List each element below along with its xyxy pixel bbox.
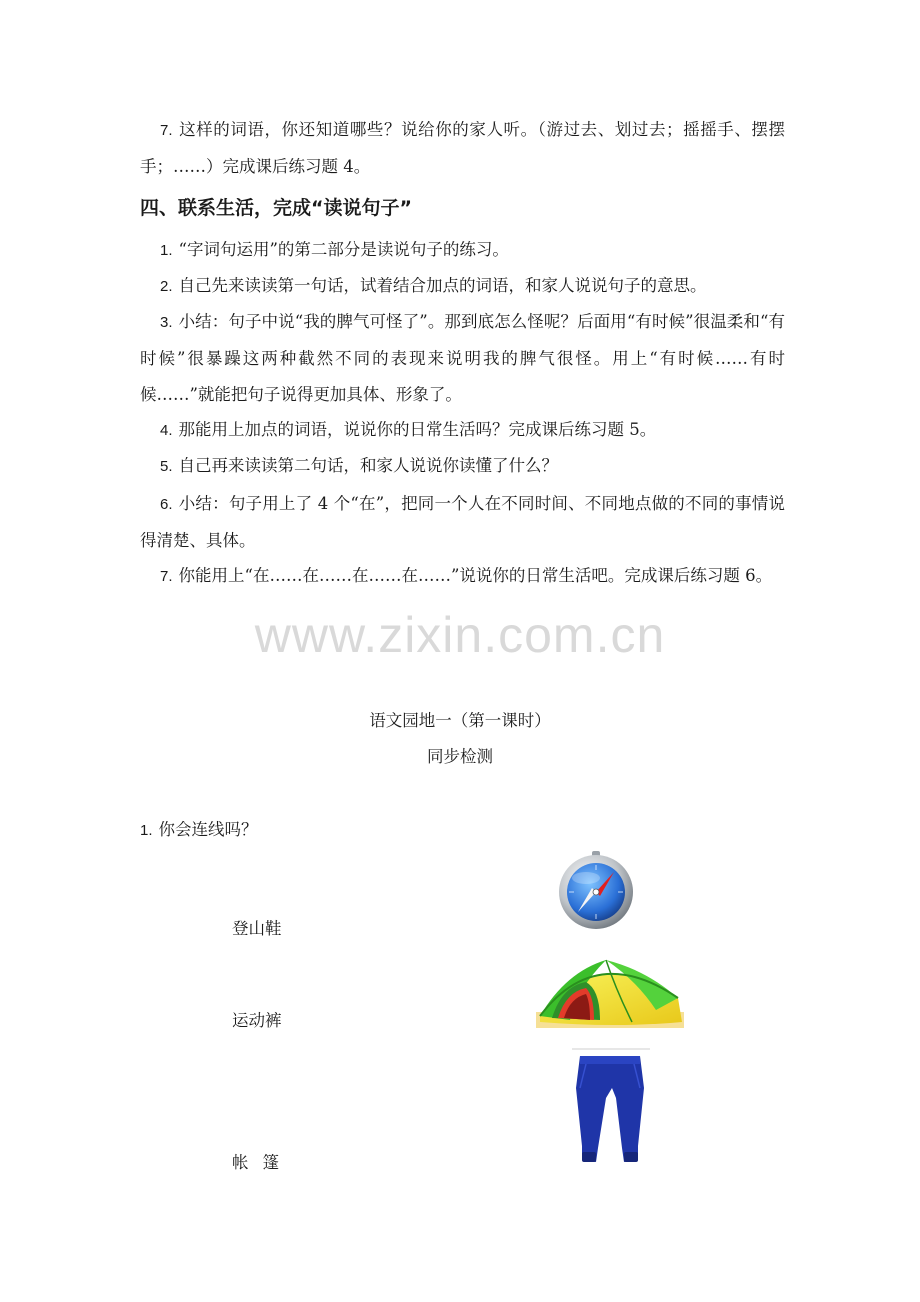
item-4: 4. 那能用上加点的词语，说说你的日常生活吗？完成课后练习题 5。 (160, 420, 657, 439)
word-tent: 帐篷 (232, 1153, 293, 1172)
item-2: 2. 自己先来读读第一句话，试着结合加点的词语，和家人说说句子的意思。 (160, 276, 707, 295)
word-hiking-shoes: 登山鞋 (232, 919, 282, 938)
word-sweatpants: 运动裤 (232, 1011, 282, 1030)
question-1: 1. 你会连线吗？ (140, 820, 258, 839)
lesson-subtitle: 同步检测 (427, 747, 493, 766)
tent-icon (536, 950, 684, 1030)
item-5: 5. 自己再来读读第二句话，和家人说说你读懂了什么？ (160, 456, 559, 475)
item-3: 3. 小结：句子中说“我的脾气可怪了”。那到底怎么怪呢？后面用“有时候”很温柔和“有时候”很暴躁这两种截然不同的表现来说明我的脾气很怪。用上“有时候……有时候……”就能把句子说得更加具体、形象了。 (140, 312, 785, 404)
section-heading: 四、联系生活，完成“读说句子” (140, 197, 412, 219)
item-7: 7. 你能用上“在……在……在……在……”说说你的日常生活吧。完成课后练习题 6。 (160, 566, 773, 585)
item-6: 6. 小结：句子用上了 4 个“在”，把同一个人在不同时间、不同地点做的不同的事情说得清楚、具体。 (140, 494, 785, 550)
watermark: www.zixin.com.cn (254, 607, 666, 663)
lesson-title: 语文园地一（第一课时） (369, 711, 551, 730)
item-1: 1. “字词句运用”的第二部分是读说句子的练习。 (160, 240, 509, 259)
compass-icon (556, 850, 636, 930)
pants-icon (572, 1048, 650, 1166)
top-paragraph: 7. 这样的词语，你还知道哪些？说给你的家人听。（游过去、划过去；摇摇手、摆摆手；……）完成课后练习题 4。 (140, 120, 785, 176)
